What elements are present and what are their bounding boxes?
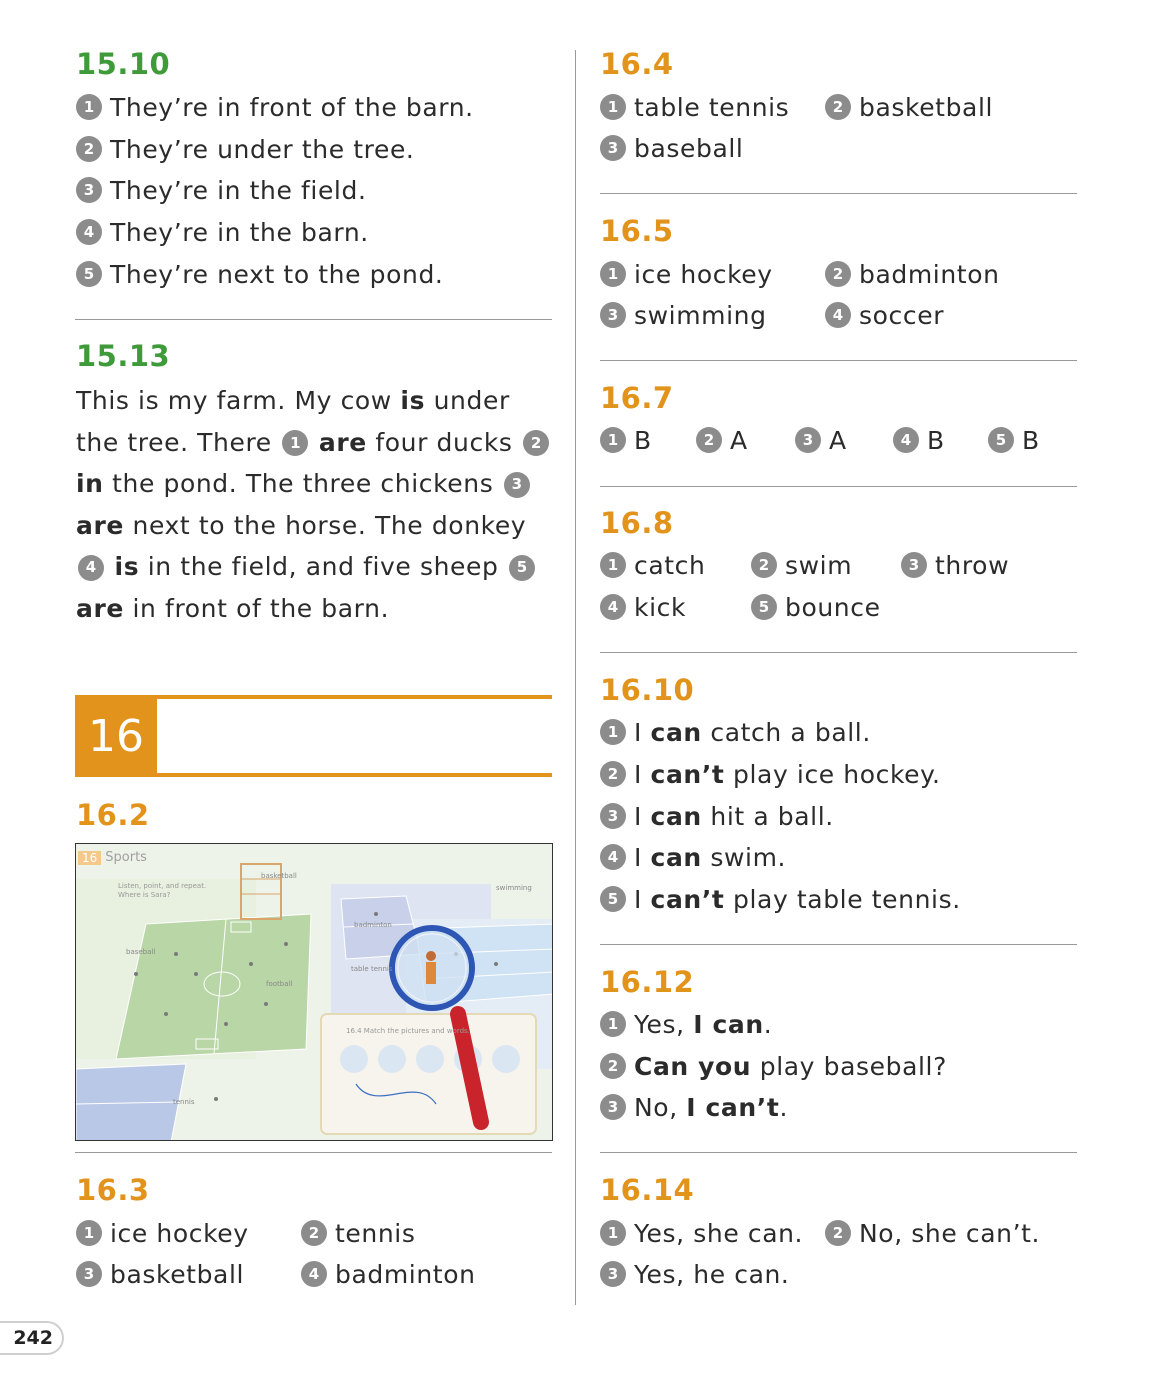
- answer-row: [600, 1006, 772, 1042]
- number-badge: 3: [795, 427, 821, 453]
- answer-row: [600, 1089, 788, 1125]
- number-badge: 4: [825, 302, 851, 328]
- thumbnail-unit-badge: 16: [78, 851, 101, 865]
- paragraph-text: in front of the barn.: [123, 593, 390, 623]
- answer-row: [301, 1256, 476, 1292]
- answer-text: They’re in the field.: [110, 175, 367, 205]
- answer-row: [751, 589, 881, 625]
- number-badge: 2: [523, 430, 549, 456]
- number-badge: 2: [825, 94, 851, 120]
- answer-row: [76, 214, 369, 250]
- thumbnail-label: baseball: [126, 948, 156, 956]
- answer-row: [76, 1256, 244, 1292]
- answer-word: are: [318, 427, 367, 457]
- number-badge: 3: [600, 1094, 626, 1120]
- answer-row: [76, 89, 474, 125]
- thumbnail-label: badminton: [354, 921, 392, 929]
- answer-text: badminton: [335, 1259, 476, 1289]
- answer-row: [825, 297, 944, 333]
- paragraph-text: four ducks: [366, 427, 522, 457]
- answer-text: They’re next to the pond.: [110, 259, 444, 289]
- number-badge: 1: [600, 552, 626, 578]
- answer-row: [988, 422, 1040, 458]
- number-badge: 5: [988, 427, 1014, 453]
- answer-row: [76, 1215, 249, 1251]
- thumbnail-label: basketball: [261, 872, 297, 880]
- answer-row: [901, 547, 1009, 583]
- answer-word: can: [650, 801, 702, 831]
- answer-text: basketball: [859, 92, 994, 122]
- column-divider: [575, 50, 576, 1305]
- answer-row: [893, 422, 945, 458]
- answer-text: .: [763, 1009, 773, 1039]
- number-badge: 3: [600, 302, 626, 328]
- answer-text: play ice hockey.: [724, 759, 941, 789]
- number-badge: 2: [825, 261, 851, 287]
- answer-row: [600, 756, 941, 792]
- answer-word: are: [76, 510, 124, 540]
- divider: [75, 1152, 552, 1153]
- number-badge: 5: [600, 886, 626, 912]
- number-badge: 3: [600, 803, 626, 829]
- paragraph-text: the pond. The three chickens: [103, 469, 502, 499]
- answer-row: [301, 1215, 415, 1251]
- thumbnail-instruction: Listen, point, and repeat. Where is Sara?: [118, 882, 207, 899]
- number-badge: 1: [76, 94, 102, 120]
- answer-row: [600, 589, 686, 625]
- divider: [600, 944, 1077, 945]
- thumbnail-label: table tennis: [351, 965, 393, 973]
- number-badge: 3: [600, 135, 626, 161]
- answer-text: A: [829, 425, 847, 455]
- section-heading-16-3: 16.3: [76, 1173, 150, 1207]
- answer-text: catch: [634, 550, 706, 580]
- divider: [75, 319, 552, 320]
- answer-text: soccer: [859, 300, 945, 330]
- answer-text: hit a ball.: [701, 801, 834, 831]
- answer-row: [600, 547, 705, 583]
- number-badge: 1: [600, 1220, 626, 1246]
- answer-row: [600, 422, 652, 458]
- answer-word: Can you: [634, 1051, 752, 1081]
- number-badge: 1: [600, 719, 626, 745]
- answer-text: I: [634, 884, 651, 914]
- number-badge: 2: [600, 761, 626, 787]
- section-heading-15-13: 15.13: [76, 339, 171, 373]
- answer-text: I: [634, 801, 651, 831]
- answer-word: is: [114, 552, 140, 582]
- section-heading-16-2: 16.2: [76, 798, 150, 832]
- number-badge: 2: [76, 136, 102, 162]
- answer-word: can’t: [650, 759, 725, 789]
- answer-text: tennis: [335, 1218, 416, 1248]
- answer-row: [76, 256, 443, 292]
- answer-text: ice hockey: [634, 259, 773, 289]
- answer-row: [600, 89, 789, 125]
- answer-text: table tennis: [634, 92, 790, 122]
- answer-word: I can’t: [686, 1092, 780, 1122]
- section-heading-15-10: 15.10: [76, 47, 171, 81]
- answer-text: catch a ball.: [701, 717, 871, 747]
- number-badge: 5: [751, 594, 777, 620]
- section-heading-16-10: 16.10: [600, 673, 695, 707]
- number-badge: 1: [76, 1220, 102, 1246]
- answer-text: B: [1022, 425, 1040, 455]
- answer-row: [76, 131, 414, 167]
- answer-text: bounce: [785, 592, 881, 622]
- thumbnail-label: tennis: [173, 1098, 195, 1106]
- section-heading-16-7: 16.7: [600, 381, 674, 415]
- number-badge: 2: [751, 552, 777, 578]
- answer-row: [795, 422, 847, 458]
- section-heading-16-8: 16.8: [600, 506, 674, 540]
- answer-word: is: [400, 386, 426, 415]
- section-heading-16-14: 16.14: [600, 1173, 695, 1207]
- section-heading-16-12: 16.12: [600, 965, 695, 999]
- answer-row: [600, 798, 834, 834]
- answer-text: swim.: [701, 842, 787, 872]
- answer-row: [600, 1215, 803, 1251]
- thumbnail-activity-title: 16.4 Match the pictures and words.: [346, 1027, 470, 1035]
- answer-text: play table tennis.: [724, 884, 961, 914]
- thumbnail-title: [78, 850, 147, 865]
- number-badge: 3: [600, 1261, 626, 1287]
- answer-text: baseball: [634, 133, 744, 163]
- number-badge: 1: [600, 94, 626, 120]
- answer-word: can: [650, 717, 702, 747]
- answer-row: [600, 714, 871, 750]
- answer-text: No,: [634, 1092, 687, 1122]
- answer-row: [825, 1215, 1040, 1251]
- answer-text: swimming: [634, 300, 767, 330]
- answer-word: I can: [693, 1009, 764, 1039]
- answer-text: They’re in the barn.: [110, 217, 369, 247]
- number-badge: 5: [76, 261, 102, 287]
- thumbnail-title-text: Sports: [105, 850, 147, 865]
- answer-text: I: [634, 842, 651, 872]
- answer-row: [751, 547, 852, 583]
- number-badge: 3: [76, 1261, 102, 1287]
- number-badge: 2: [600, 1053, 626, 1079]
- answer-paragraph: [76, 380, 556, 630]
- answer-text: B: [927, 425, 945, 455]
- sports-page-thumbnail: [75, 843, 553, 1141]
- answer-row: [76, 172, 367, 208]
- answer-row: [600, 881, 961, 917]
- answer-row: [825, 256, 1000, 292]
- number-badge: 1: [600, 1011, 626, 1037]
- answer-text: Yes, he can.: [634, 1259, 790, 1289]
- thumbnail-label: swimming: [496, 884, 532, 892]
- answer-row: [600, 297, 767, 333]
- answer-text: B: [634, 425, 652, 455]
- answer-text: I: [634, 759, 651, 789]
- section-heading-16-5: 16.5: [600, 214, 674, 248]
- number-badge: 4: [76, 219, 102, 245]
- answer-word: can: [650, 842, 702, 872]
- answer-text: A: [730, 425, 748, 455]
- divider: [600, 652, 1077, 653]
- number-badge: 1: [600, 427, 626, 453]
- answer-text: throw: [935, 550, 1010, 580]
- answer-text: .: [779, 1092, 788, 1122]
- number-badge: 2: [825, 1220, 851, 1246]
- answer-row: [600, 1048, 947, 1084]
- number-badge: 4: [301, 1261, 327, 1287]
- paragraph-text: This is my farm. My cow: [76, 386, 401, 415]
- paragraph-text: next to the horse. The donkey: [123, 510, 527, 540]
- answer-row: [825, 89, 993, 125]
- number-badge: 2: [301, 1220, 327, 1246]
- number-badge: 3: [504, 472, 530, 498]
- answer-text: Yes,: [634, 1009, 694, 1039]
- number-badge: 5: [509, 555, 535, 581]
- page-number: 242: [0, 1321, 64, 1355]
- answer-text: I: [634, 717, 651, 747]
- answer-word: in: [76, 469, 104, 499]
- number-badge: 4: [893, 427, 919, 453]
- answer-text: swim: [785, 550, 853, 580]
- divider: [600, 193, 1077, 194]
- section-heading-16-4: 16.4: [600, 47, 674, 81]
- answer-text: They’re in front of the barn.: [110, 92, 474, 122]
- answer-word: are: [76, 593, 124, 623]
- answer-row: [600, 1256, 789, 1292]
- divider: [600, 486, 1077, 487]
- paragraph-text: in the field, and five sheep: [139, 552, 507, 582]
- paragraph-text: under the tree. There: [76, 386, 510, 457]
- number-badge: 1: [282, 430, 308, 456]
- answer-text: play baseball?: [751, 1051, 947, 1081]
- answer-text: No, she can’t.: [859, 1218, 1041, 1248]
- number-badge: 2: [696, 427, 722, 453]
- answer-text: They’re under the tree.: [110, 134, 415, 164]
- number-badge: 1: [600, 261, 626, 287]
- answer-row: [600, 839, 786, 875]
- answer-word: can’t: [650, 884, 725, 914]
- answer-text: ice hockey: [110, 1218, 249, 1248]
- answer-row: [600, 130, 743, 166]
- divider: [600, 1152, 1077, 1153]
- divider: [600, 360, 1077, 361]
- unit-number-box: 16: [75, 695, 157, 777]
- answer-text: Yes, she can.: [634, 1218, 804, 1248]
- number-badge: 4: [600, 594, 626, 620]
- answer-row: [696, 422, 748, 458]
- answer-text: basketball: [110, 1259, 245, 1289]
- number-badge: 3: [901, 552, 927, 578]
- answer-text: badminton: [859, 259, 1000, 289]
- answer-text: kick: [634, 592, 687, 622]
- answer-row: [600, 256, 773, 292]
- number-badge: 3: [76, 177, 102, 203]
- thumbnail-label: football: [266, 980, 293, 988]
- number-badge: 4: [78, 555, 104, 581]
- number-badge: 4: [600, 844, 626, 870]
